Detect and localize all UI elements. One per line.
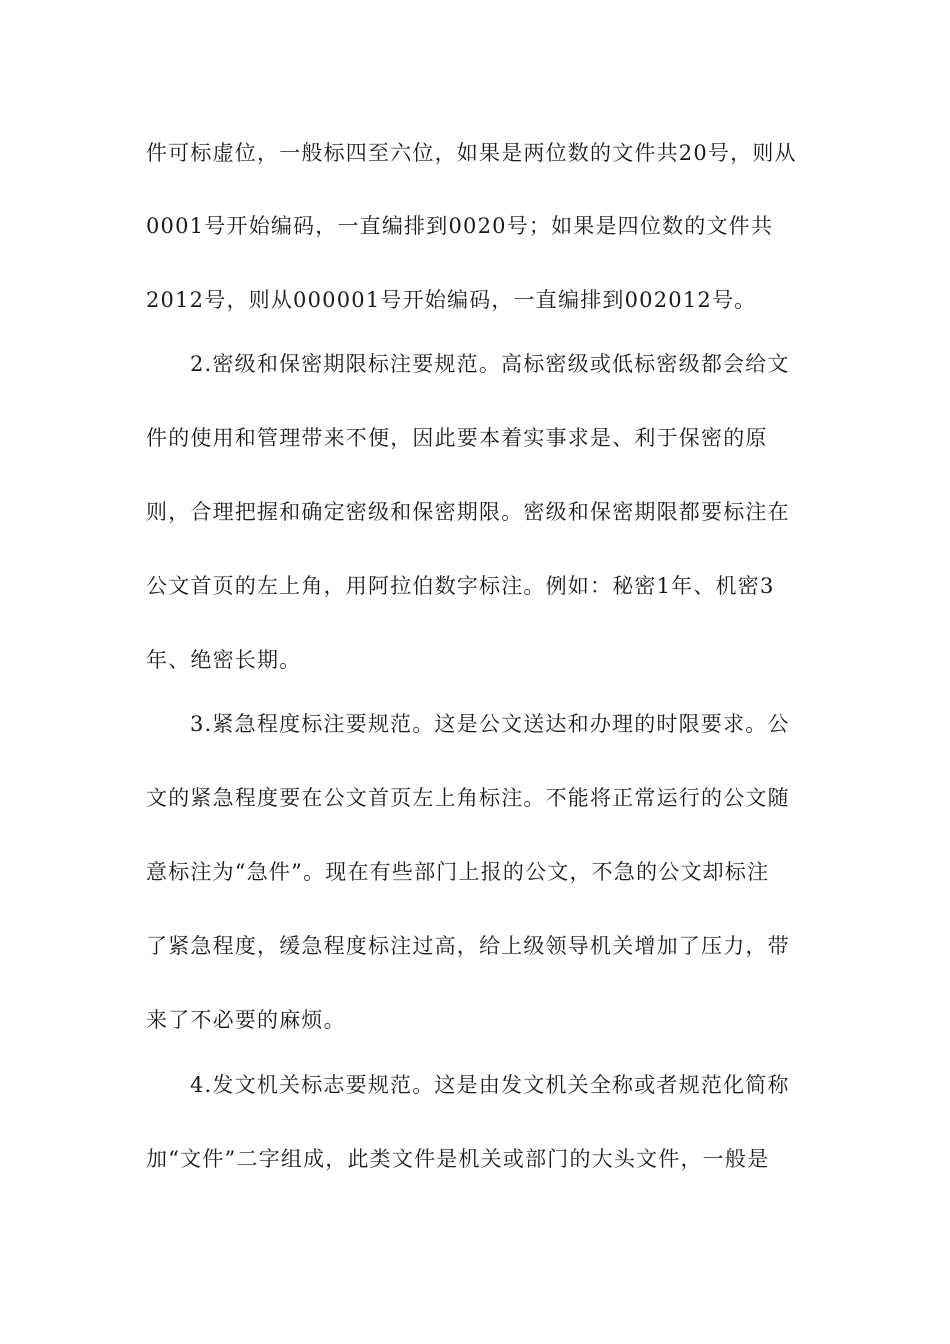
text-line: 件的使用和管理带来不便，因此要本着实事求是、利于保密的原 (146, 426, 768, 450)
text-line: 加“文件”二字组成，此类文件是机关或部门的大头文件，一般是 (146, 1147, 770, 1171)
text-line: 则，合理把握和确定密级和保密期限。密级和保密期限都要标注在 (146, 500, 790, 524)
text-line: 来了不必要的麻烦。 (146, 1008, 346, 1032)
text-line: 年、绝密长期。 (146, 648, 302, 672)
paragraph-3-first-line: 3.紧急程度标注要规范。这是公文送达和办理的时限要求。公 (190, 712, 790, 736)
text-line: 0001号开始编码，一直编排到0020号；如果是四位数的文件共 (146, 214, 774, 238)
text-line: 公文首页的左上角，用阿拉伯数字标注。例如：秘密1年、机密3 (146, 574, 775, 598)
text-line: 意标注为“急件”。现在有些部门上报的公文，不急的公文却标注 (146, 860, 770, 884)
paragraph-2-first-line: 2.密级和保密期限标注要规范。高标密级或低标密级都会给文 (190, 352, 790, 376)
text-line: 件可标虚位，一般标四至六位，如果是两位数的文件共20号，则从 (146, 141, 797, 165)
paragraph-4-first-line: 4.发文机关标志要规范。这是由发文机关全称或者规范化简称 (190, 1073, 790, 1097)
text-line: 了紧急程度，缓急程度标注过高，给上级领导机关增加了压力，带 (146, 934, 790, 958)
text-line: 文的紧急程度要在公文首页左上角标注。不能将正常运行的公文随 (146, 786, 790, 810)
text-line: 2012号，则从000001号开始编码，一直编排到002012号。 (146, 288, 757, 312)
